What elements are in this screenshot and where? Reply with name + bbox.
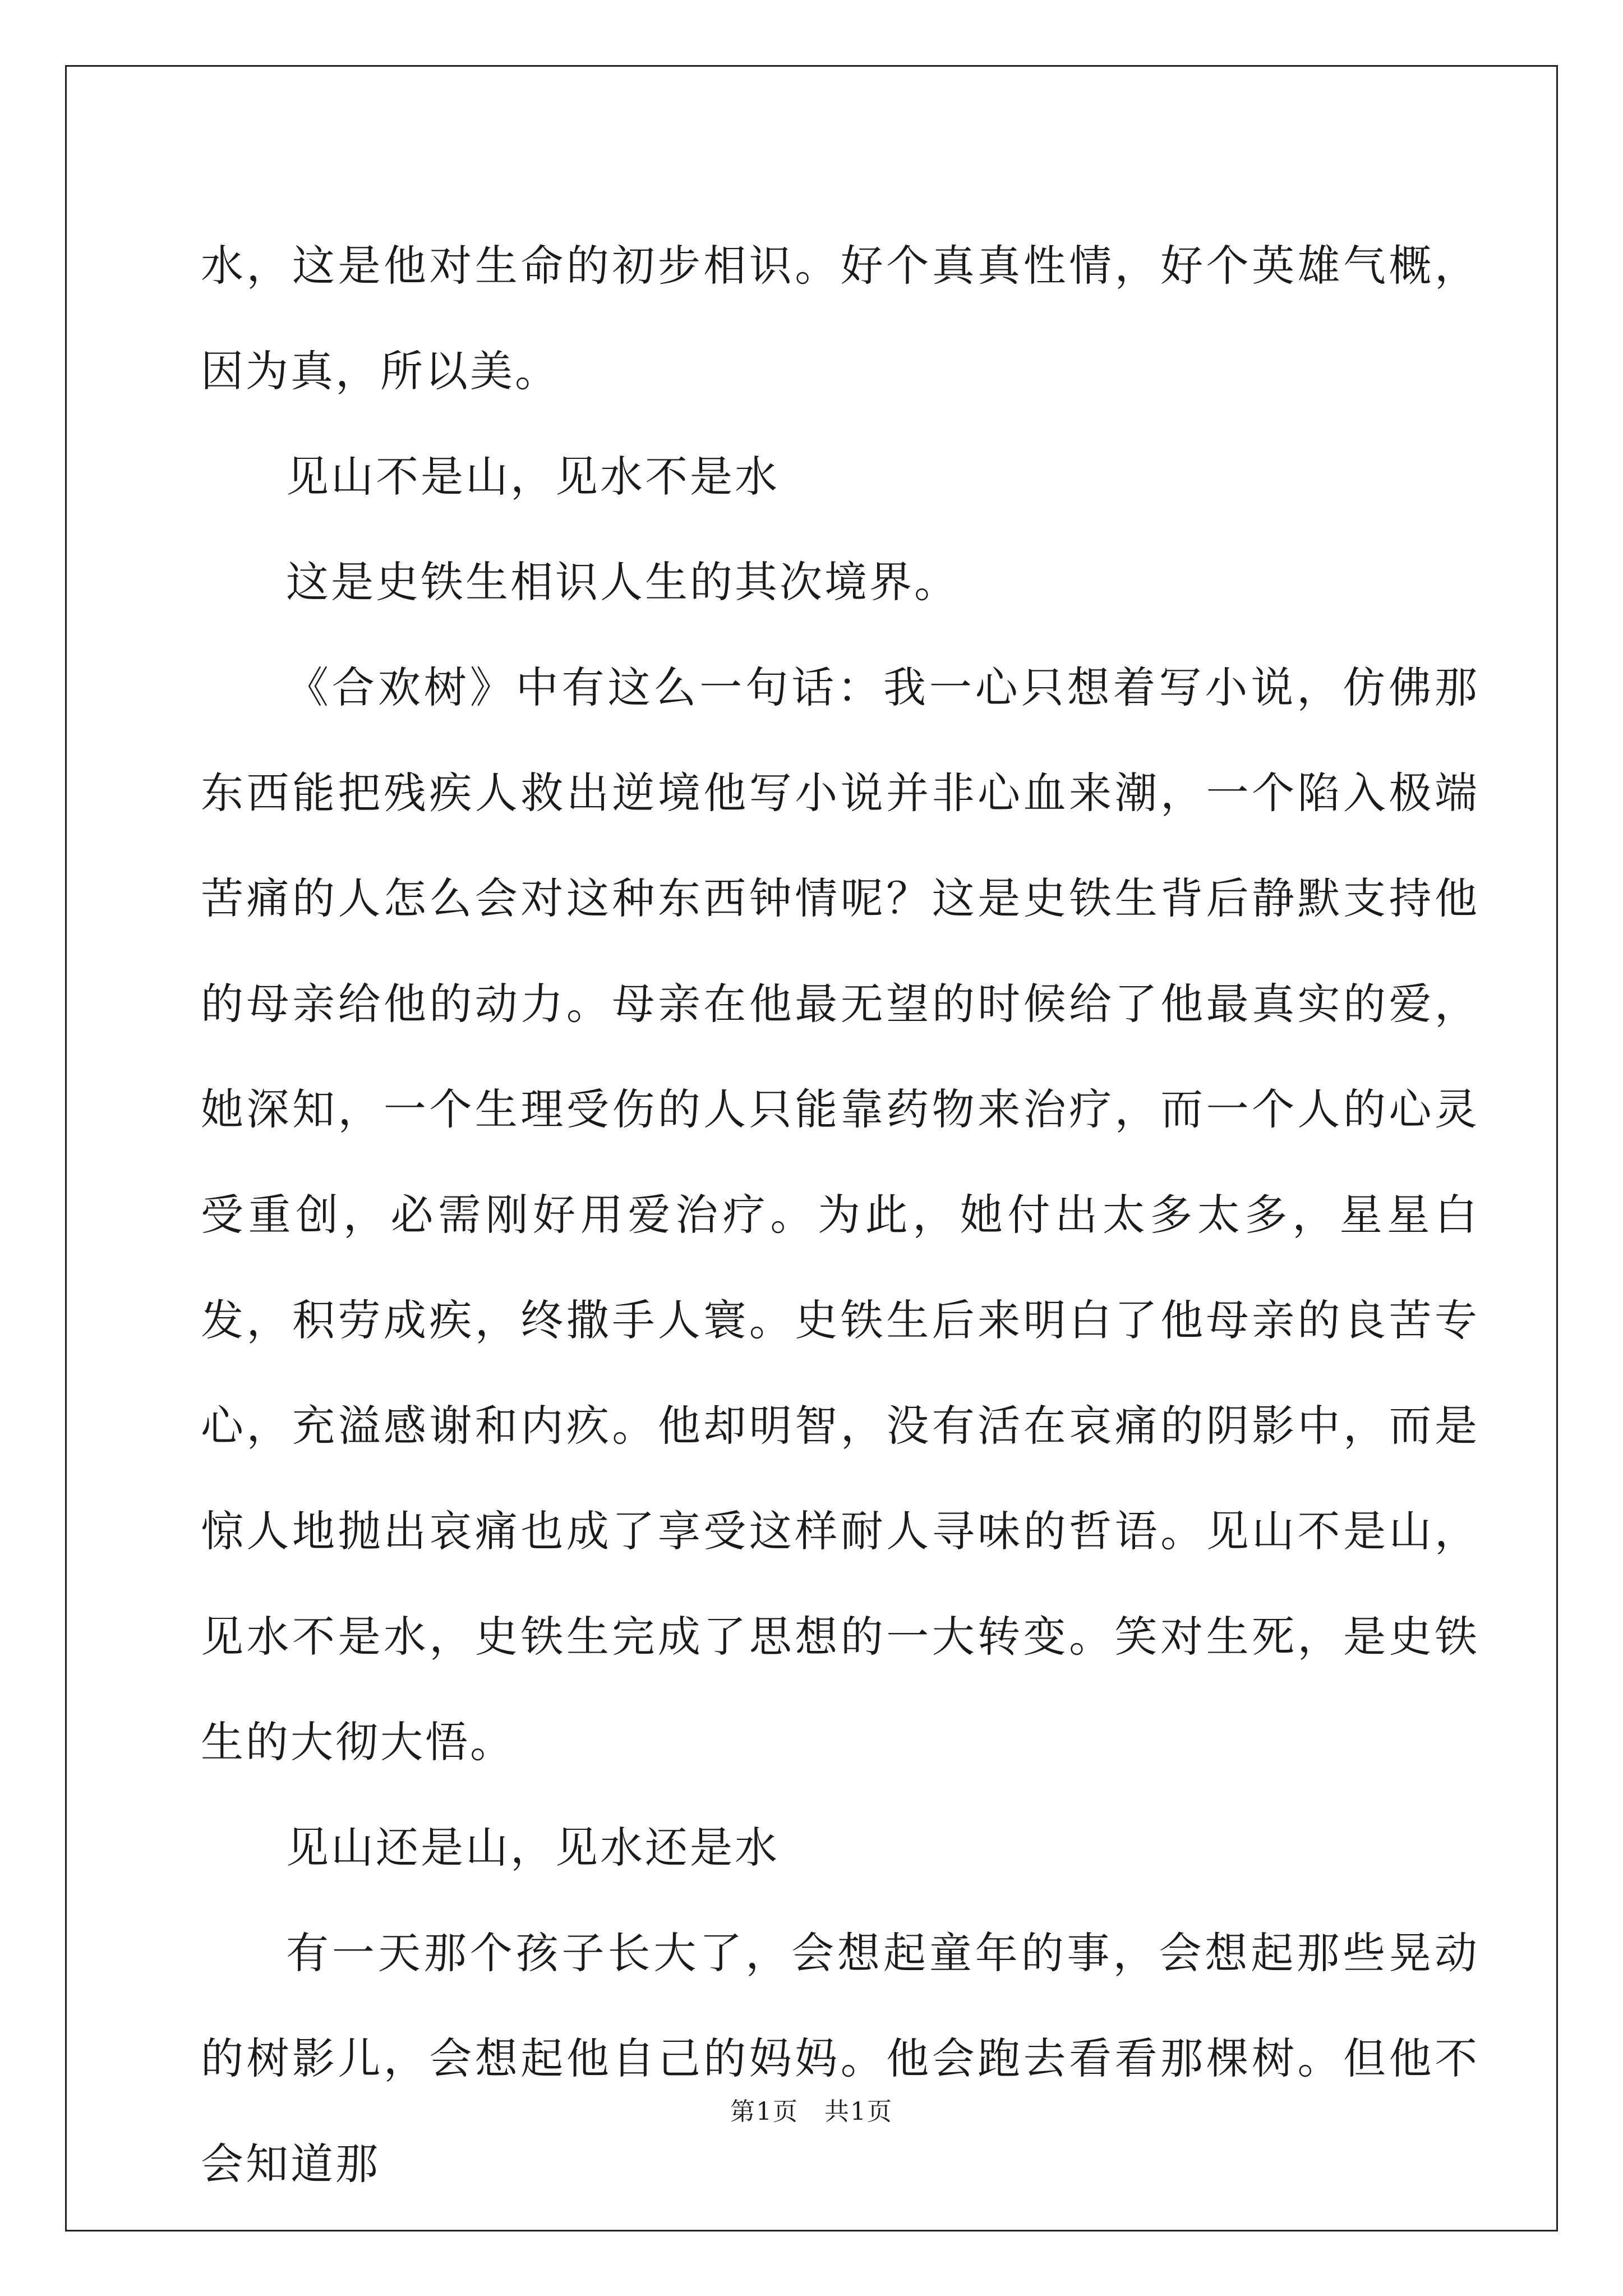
page-number-footer: 第1页 共1页 [730,2097,893,2126]
document-body [201,213,1479,2217]
paragraph-5-heading: 见山还是山，见水还是水 [286,1823,780,1872]
paragraph-6: 有一天那个孩子长大了，会想起童年的事，会想起那些晃动的树影儿，会想起他自己的妈妈。他会跑去看看那棵树。但他不会知道那 [201,1928,1479,2189]
paragraph-2-heading: 见山不是山，见水不是水 [286,452,780,501]
paragraph-3: 这是史铁生相识人生的其次境界。 [286,557,959,607]
paragraph-4: 《合欢树》中有这么一句话：我一心只想着写小说，仿佛那东西能把残疾人救出逆境他写小说并非心血来潮，一个陷入极端苦痛的人怎么会对这种东西钟情呢？这是史铁生背后静默支持他的母亲给他的动力。母亲在他最无望的时候给了他最真实的爱，她深知，一个生理受伤的人只能靠药物来治疗，而一个人的心灵受重创，必需刚好用爱治疗。为此，她付出太多太多，星星白发，积劳成疾，终撒手人寰。史铁生后来明白了他母亲的良苦专心，充溢感谢和内疚。他却明智，没有活在哀痛的阴影中，而是惊人地抛出哀痛也成了享受这样耐人寻味的哲语。见山不是山，见水不是水，史铁生完成了思想的一大转变。笑对生死，是史铁生的大彻大悟。 [201,662,1479,1767]
paragraph-1: 水，这是他对生命的初步相识。好个真真性情，好个英雄气概，因为真，所以美。 [201,241,1479,396]
